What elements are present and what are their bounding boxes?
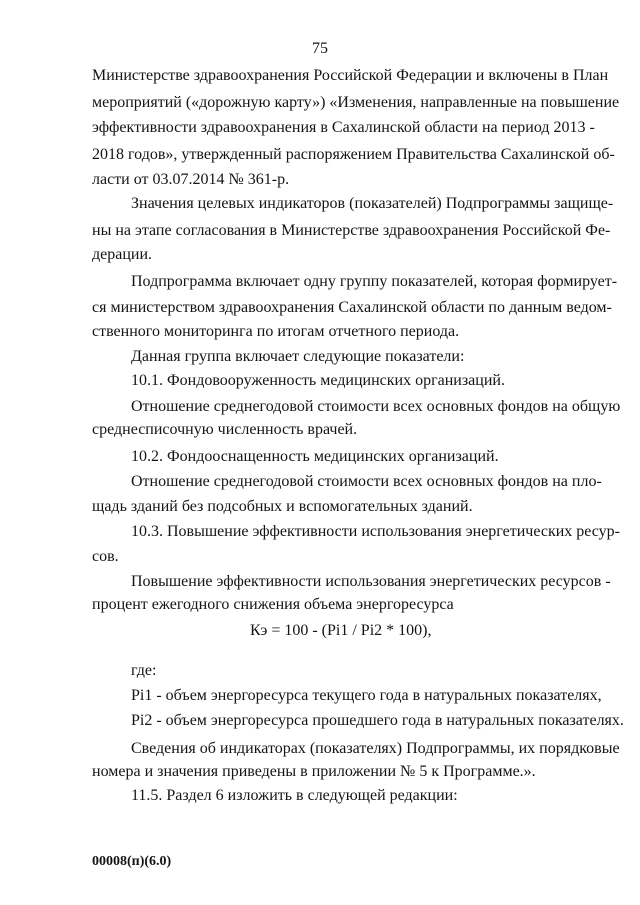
text-line: Повышение эффективности использования энергетических ресурсов -	[131, 573, 611, 590]
text-line: 10.2. Фондооснащенность медицинских организаций.	[131, 448, 499, 465]
text-line: 10.1. Фондовооруженность медицинских организаций.	[131, 372, 505, 389]
text-line: среднесписочную численность врачей.	[92, 421, 358, 438]
text-line: 11.5. Раздел 6 изложить в следующей редакции:	[131, 787, 458, 804]
text-line: номера и значения приведены в приложении № 5 к Программе.».	[92, 763, 536, 780]
text-line: Pi1 - объем энергоресурса текущего года в натуральных показателях,	[131, 687, 602, 704]
text-line: 2018 годов», утвержденный распоряжением Правительства Сахалинской об-	[92, 146, 615, 163]
document-code: 00008(п)(6.0)	[92, 854, 172, 869]
text-line: сов.	[92, 548, 119, 565]
text-line: ны на этапе согласования в Министерстве здравоохранения Российской Фе-	[92, 222, 611, 239]
text-line: ственного мониторинга по итогам отчетного периода.	[92, 323, 460, 340]
text-line: Подпрограмма включает одну группу показателей, которая формирует-	[131, 273, 618, 290]
page-number: 75	[312, 40, 328, 57]
text-line: Сведения об индикаторах (показателях) Подпрограммы, их порядковые	[131, 740, 620, 757]
text-line: дерации.	[92, 246, 153, 263]
text-line: мероприятий («дорожную карту») «Изменения, направленные на повышение	[92, 94, 620, 111]
text-line: где:	[131, 662, 157, 679]
text-line: Значения целевых индикаторов (показателей) Подпрограммы защище-	[131, 195, 614, 212]
text-line: ласти от 03.07.2014 № 361-р.	[92, 171, 290, 188]
formula: Кэ = 100 - (Pi1 / Pi2 * 100),	[250, 622, 432, 639]
text-line: процент ежегодного снижения объема энергоресурса	[92, 596, 454, 613]
text-line: Министерстве здравоохранения Российской Федерации и включены в План	[92, 67, 609, 84]
text-line: Данная группа включает следующие показатели:	[131, 348, 465, 365]
text-line: эффективности здравоохранения в Сахалинской области на период 2013 -	[92, 119, 595, 136]
text-line: щадь зданий без подсобных и вспомогательных зданий.	[92, 498, 473, 515]
text-line: Отношение среднегодовой стоимости всех основных фондов на пло-	[131, 473, 602, 490]
text-line: ся министерством здравоохранения Сахалинской области по данным ведом-	[92, 299, 612, 316]
text-line: Pi2 - объем энергоресурса прошедшего года в натуральных показателях.	[131, 712, 624, 729]
text-line: Отношение среднегодовой стоимости всех основных фондов на общую	[131, 398, 621, 415]
text-line: 10.3. Повышение эффективности использования энергетических ресур-	[131, 523, 621, 540]
